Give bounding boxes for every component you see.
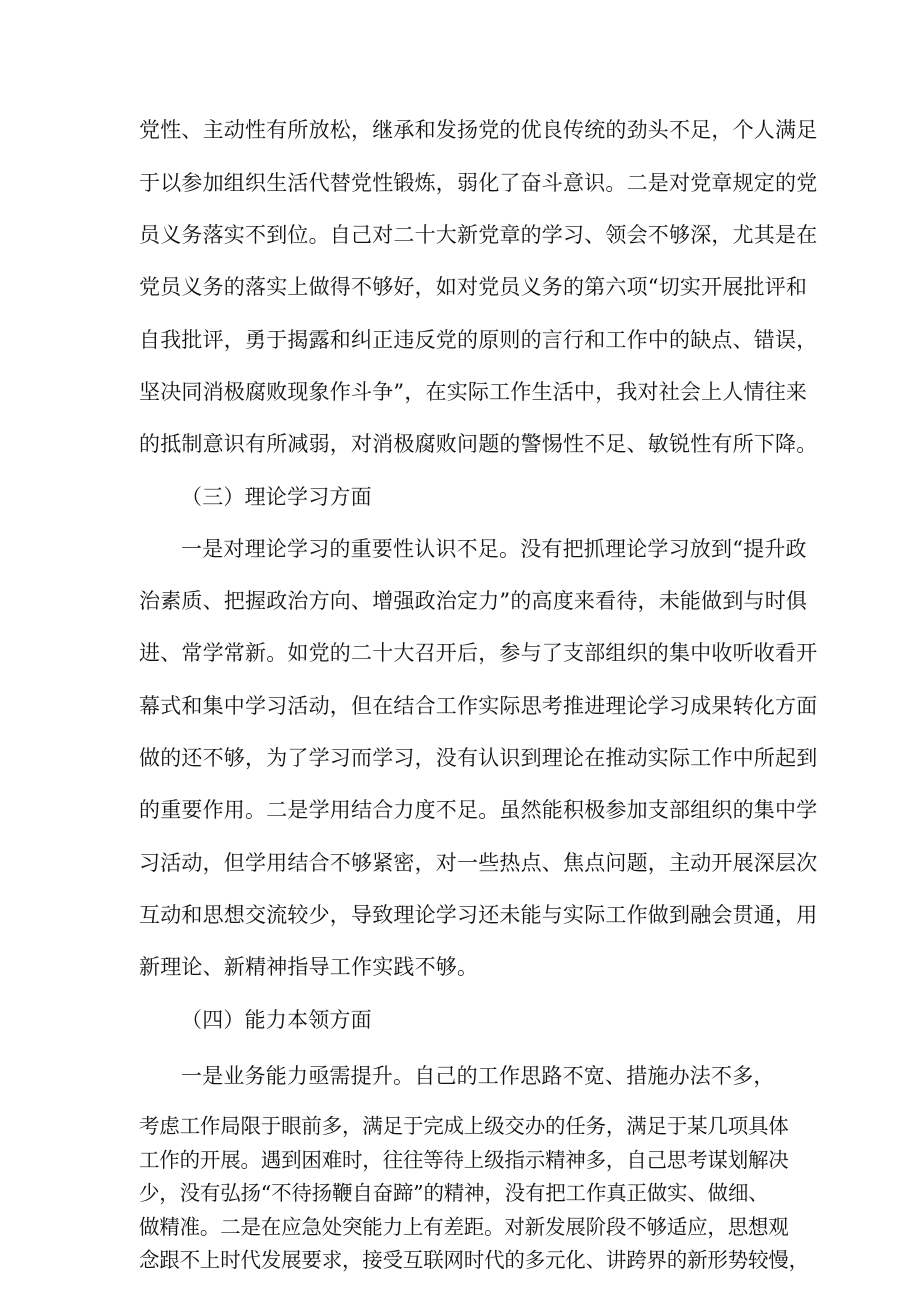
paragraph-line: 互动和思想交流较少，导致理论学习还未能与实际工作做到融会贯通，用 [139, 903, 818, 927]
paragraph-line: 做精准。二是在应急处突能力上有差距。对新发展阶段不够适应，思想观 [139, 1215, 789, 1239]
paragraph-line: 习活动，但学用结合不够紧密，对一些热点、焦点问题，主动开展深层次 [139, 851, 818, 875]
paragraph-line: 工作的开展。遇到困难时，往往等待上级指示精神多，自己思考谋划解决 [139, 1148, 789, 1172]
paragraph-line: 做的还不够，为了学习而学习，没有认识到理论在推动实际工作中所起到 [139, 746, 818, 770]
section-heading-theory-study: （三）理论学习方面 [181, 485, 372, 509]
paragraph-first-line: 一是业务能力亟需提升。自己的工作思路不宽、措施办法不多， [181, 1064, 775, 1088]
paragraph-line: 新理论、新精神指导工作实践不够。 [139, 955, 479, 979]
paragraph-line: 员义务落实不到位。自己对二十大新党章的学习、领会不够深，尤其是在 [139, 223, 818, 247]
paragraph-line: 党员义务的落实上做得不够好，如对党员义务的第六项“切实开展批评和 [139, 275, 808, 299]
paragraph-line: 自我批评，勇于揭露和纠正违反党的原则的言行和工作中的缺点、错误， [139, 328, 818, 352]
paragraph-line: 坚决同消极腐败现象作斗争”，在实际工作生活中，我对社会上人情往来 [139, 380, 808, 404]
paragraph-line: 的重要作用。二是学用结合力度不足。虽然能积极参加支部组织的集中学 [139, 798, 818, 822]
paragraph-line: 少，没有弘扬“不待扬鞭自奋蹄”的精神，没有把工作真正做实、做细、 [139, 1181, 769, 1205]
paragraph-line: 念跟不上时代发展要求，接受互联网时代的多元化、讲跨界的新形势较慢， [139, 1248, 809, 1272]
paragraph-line: 进、常学常新。如党的二十大召开后，参与了支部组织的集中收听收看开 [139, 641, 818, 665]
paragraph-first-line: 一是对理论学习的重要性认识不足。没有把抓理论学习放到“提升政 [181, 537, 807, 561]
paragraph-line: 考虑工作局限于眼前多，满足于完成上级交办的任务，满足于某几项具体 [139, 1114, 789, 1138]
paragraph-line: 幕式和集中学习活动，但在结合工作实际思考推进理论学习成果转化方面 [139, 694, 818, 718]
section-heading-capability: （四）能力本领方面 [181, 1008, 372, 1032]
paragraph-line: 的抵制意识有所减弱，对消极腐败问题的警惕性不足、敏锐性有所下降。 [139, 432, 818, 456]
paragraph-line: 治素质、把握政治方向、增强政治定力”的高度来看待，未能做到与时俱 [139, 589, 808, 613]
paragraph-line: 于以参加组织生活代替党性锻炼，弱化了奋斗意识。二是对党章规定的党 [139, 171, 818, 195]
paragraph-line: 党性、主动性有所放松，继承和发扬党的优良传统的劲头不足，个人满足 [139, 118, 818, 142]
